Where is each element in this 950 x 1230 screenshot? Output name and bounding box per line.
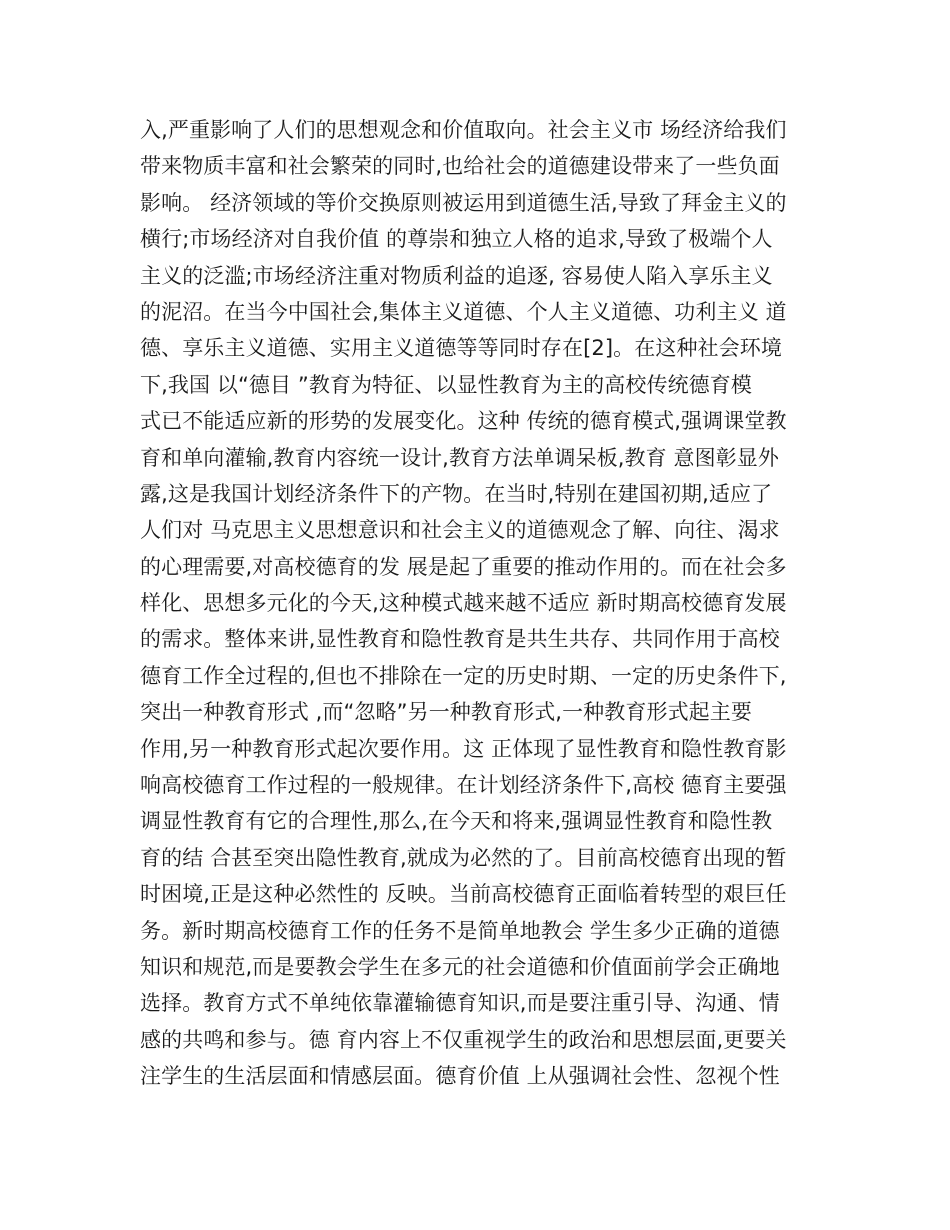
text-line: 的心理需要,对高校德育的发 展是起了重要的推动作用的。而在社会多 <box>140 554 787 579</box>
text-line: 样化、思想多元化的今天,这种模式越来越不适应 新时期高校德育发展 <box>140 591 787 616</box>
text-line: 突出一种教育形式 ,而“忽略”另一种教育形式,一种教育形式起主要 <box>140 700 752 725</box>
text-line: 主义的泛滥;市场经济注重对物质利益的追逐, 容易使人陷入享乐主义 <box>140 263 773 288</box>
text-line: 育和单向灌输,教育内容统一设计,教育方法单调呆板,教育 意图彰显外 <box>140 445 779 470</box>
text-line: 注学生的生活层面和情感层面。德育价值 上从强调社会性、忽视个性 <box>140 1064 780 1089</box>
text-line: 选择。教育方式不单纯依靠灌输德育知识,而是要注重引导、沟通、情 <box>140 991 780 1016</box>
text-line: 育的结 合甚至突出隐性教育,就成为必然的了。目前高校德育出现的暂 <box>140 845 787 870</box>
text-line: 德育工作全过程的,但也不排除在一定的历史时期、一定的历史条件下, <box>140 663 787 688</box>
text-line: 感的共鸣和参与。德 育内容上不仅重视学生的政治和思想层面,更要关 <box>140 1027 787 1052</box>
text-line: 横行;市场经济对自我价值 的尊崇和独立人格的追求,导致了极端个人 <box>140 227 773 252</box>
text-line: 的需求。整体来讲,显性教育和隐性教育是共生共存、共同作用于高校 <box>140 627 780 652</box>
text-line: 作用,另一种教育形式起次要作用。这 正体现了显性教育和隐性教育影 <box>140 736 787 761</box>
text-line: 知识和规范,而是要教会学生在多元的社会道德和价值面前学会正确地 <box>140 954 780 979</box>
text-line: 带来物质丰富和社会繁荣的同时,也给社会的道德建设带来了一些负面 <box>140 154 780 179</box>
text-line: 时困境,正是这种必然性的 反映。当前高校德育正面临着转型的艰巨任 <box>140 882 787 907</box>
text-line: 入,严重影响了人们的思想观念和价值取向。社会主义市 场经济给我们 <box>140 118 787 142</box>
text-line: 务。新时期高校德育工作的任务不是简单地教会 学生多少正确的道德 <box>140 918 780 943</box>
text-line: 调显性教育有它的合理性,那么,在今天和将来,强调显性教育和隐性教 <box>140 809 773 834</box>
text-line: 影响。 经济领域的等价交换原则被运用到道德生活,导致了拜金主义的 <box>140 190 787 215</box>
text-line: 响高校德育工作过程的一般规律。在计划经济条件下,高校 德育主要强 <box>140 773 787 798</box>
text-line: 的泥沼。在当今中国社会,集体主义道德、个人主义道德、功利主义 道 <box>140 299 787 324</box>
text-line: 人们对 马克思主义思想意识和社会主义的道德观念了解、向往、渴求 <box>140 518 780 543</box>
text-line: 德、享乐主义道德、实用主义道德等等同时存在[2]。在这种社会环境 <box>140 336 782 361</box>
text-line: 式已不能适应新的形势的发展变化。这种 传统的德育模式,强调课堂教 <box>140 409 787 434</box>
text-line: 露,这是我国计划经济条件下的产物。在当时,特别在建国初期,适应了 <box>140 481 773 506</box>
text-line: 下,我国 以“德目 ”教育为特征、以显性教育为主的高校传统德育模 <box>140 372 752 397</box>
body-text <box>140 112 820 1095</box>
